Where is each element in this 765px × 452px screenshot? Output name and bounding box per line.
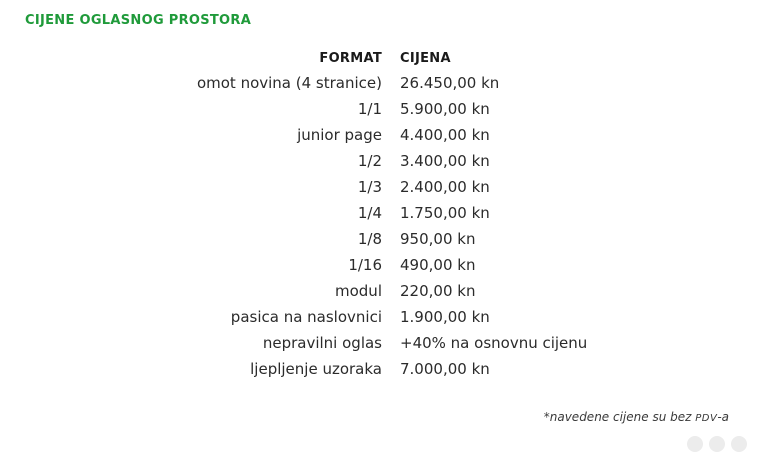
- decorative-dot: [731, 436, 747, 452]
- price-cell: 1.900,00 kn: [400, 308, 490, 326]
- table-row: [0, 278, 765, 304]
- format-cell: 1/16: [348, 256, 382, 274]
- price-column-header: CIJENA: [400, 51, 451, 66]
- format-cell: 1/2: [357, 152, 382, 170]
- format-cell: 1/1: [357, 100, 382, 118]
- footnote-text: *navedene cijene su bez: [543, 410, 696, 424]
- format-cell: pasica na naslovnici: [230, 308, 382, 326]
- price-cell: 1.750,00 kn: [400, 204, 490, 222]
- price-cell: 7.000,00 kn: [400, 360, 490, 378]
- price-cell: 220,00 kn: [400, 282, 476, 300]
- price-cell: 4.400,00 kn: [400, 126, 490, 144]
- section-title: CIJENE OGLASNOG PROSTORA: [25, 13, 252, 28]
- decorative-dot: [687, 436, 703, 452]
- footnote-abbr: PDV: [695, 413, 718, 424]
- format-cell: 1/4: [357, 204, 382, 222]
- price-cell: 5.900,00 kn: [400, 100, 490, 118]
- table-row: [0, 330, 765, 356]
- table-row: [0, 70, 765, 96]
- format-cell: ljepljenje uzoraka: [250, 360, 382, 378]
- format-cell: 1/3: [357, 178, 382, 196]
- table-row: [0, 122, 765, 148]
- table-row: [0, 96, 765, 122]
- price-cell: 26.450,00 kn: [400, 74, 500, 92]
- format-cell: junior page: [297, 126, 382, 144]
- table-row: [0, 304, 765, 330]
- table-row: [0, 148, 765, 174]
- table-row: [0, 356, 765, 382]
- format-cell: omot novina (4 stranice): [196, 74, 382, 92]
- table-header-row: [0, 48, 765, 70]
- price-cell: 3.400,00 kn: [400, 152, 490, 170]
- price-cell: +40% na osnovnu cijenu: [400, 334, 588, 352]
- price-cell: 2.400,00 kn: [400, 178, 490, 196]
- price-cell: 950,00 kn: [400, 230, 476, 248]
- table-row: [0, 200, 765, 226]
- format-cell: modul: [335, 282, 382, 300]
- vat-footnote: [544, 410, 729, 424]
- format-column-header: FORMAT: [319, 51, 382, 66]
- price-table: [0, 48, 765, 382]
- price-cell: 490,00 kn: [400, 256, 476, 274]
- decorative-dot: [709, 436, 725, 452]
- decorative-dots: [687, 436, 747, 446]
- table-row: [0, 252, 765, 278]
- footnote-suffix: -a: [717, 410, 729, 424]
- table-row: [0, 174, 765, 200]
- format-cell: nepravilni oglas: [262, 334, 382, 352]
- table-row: [0, 226, 765, 252]
- format-cell: 1/8: [357, 230, 382, 248]
